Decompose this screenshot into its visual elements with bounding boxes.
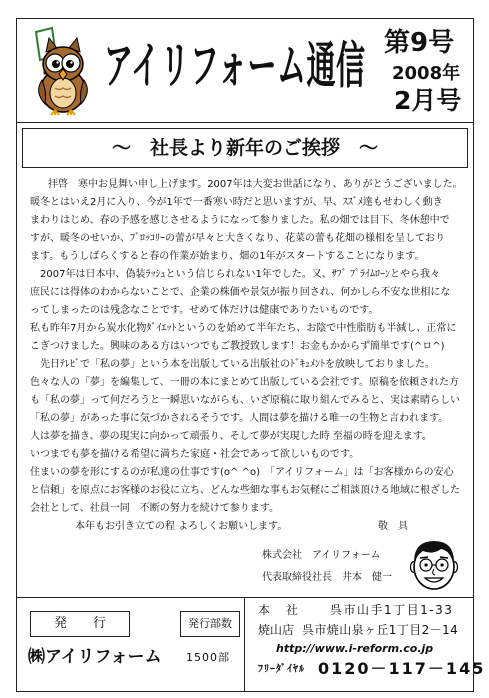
- owl-mascot-icon: [26, 26, 100, 116]
- publisher-name: ㈱アイリフォーム: [28, 647, 162, 667]
- body-line: まわりはじめ、春の予感を感じさせるようになって参りました。私の畑では目下、冬休憩中で: [30, 215, 450, 226]
- owl-mascot-image: [26, 26, 100, 116]
- body-line: いつまでも夢を描ける希望に満ちた家庭・社会であって欲しいものです。: [30, 449, 360, 460]
- publisher-label: 発 行: [53, 616, 106, 631]
- branch-label: 焼山店: [258, 623, 295, 637]
- body-line: 先日ﾃﾚﾋﾞで「私の夢」という本を出版している出版社のﾄﾞｷｭﾒﾝﾄを放映しておりました。: [40, 359, 435, 370]
- body-line: 庶民には得体のわからないことで、企業の株価や景気が振り回され、何かしら不安な世相にな: [30, 287, 451, 298]
- issue-year: 2008年: [392, 63, 461, 84]
- issue-month: 2月号: [394, 86, 462, 115]
- body-line: 拝啓 寒中お見舞い申し上げます。2007年は大変お世話になり、ありがとうございました。: [48, 179, 463, 190]
- header-divider: [16, 122, 474, 123]
- circulation-label: 発行部数: [188, 617, 232, 630]
- signature-name: 代表取締役社長 井本 健一: [262, 572, 392, 583]
- newsletter-title-text: アイリフォーム通信: [104, 36, 366, 95]
- body-line: ってしまったのは残念なことです。せめて体だけは健康でありたいものです。: [30, 305, 379, 316]
- body-line: ます。もうしばらくすると春の作業が始まり、畑の1年がスタートすることになります。: [30, 251, 425, 262]
- body-line: 「私の夢」があった事に気づかされるそうです。人間は夢を描ける唯一の生物と言われます。: [30, 413, 449, 424]
- body-line: 本年もお引き立ての程 よろしくお願いします。: [75, 521, 288, 532]
- portrait-icon: [405, 534, 463, 592]
- article-body: [30, 176, 470, 536]
- free-dial-number: 0120－117－145: [318, 659, 486, 678]
- website-url: http://www.i-reform.co.jp: [276, 642, 434, 655]
- branch-address: 呉市焼山泉ヶ丘1丁目2－14: [302, 623, 459, 637]
- head-office-address: 呉市山手1丁目1-33: [330, 603, 454, 617]
- body-line: と信頼」を原点にお客様のお役に立ち、どんな些細な事もお気軽にご相談頂ける地域に根ざした: [30, 485, 460, 496]
- publisher-label-box: [30, 611, 130, 637]
- footer-divider: [16, 597, 474, 598]
- body-line: 住まいの夢を形にするのが私達の仕事です(o^ ^o) 「アイリフォーム」は「お客様からの安心: [30, 467, 454, 478]
- body-line: 2007年は日本中、偽装ﾗｯｼｭという信じられない1年でした。又、ｻﾌﾞ ﾌﾟﾗｲﾑﾛｰﾝとやら我々: [40, 269, 440, 280]
- body-line: 暖冬とはいえ2月に入り、今が1年で一番寒い時だと思いますが、早、ｽｽﾞﾒ達もせわしく動き: [30, 197, 443, 208]
- closing-salutation: 敬 具: [378, 521, 408, 532]
- issue-number: 第9号: [384, 28, 455, 58]
- circulation-count: 1500部: [186, 651, 230, 664]
- circulation-label-box: [180, 611, 240, 637]
- footer-column-divider: [244, 597, 245, 692]
- body-line: も「私の夢」って何だろうと一瞬思いながらも、いざ原稿に取り組んでみると、実は素晴らしい: [30, 395, 460, 406]
- free-dial-label: ﾌﾘｰﾀﾞｲﾔﾙ: [258, 664, 305, 675]
- article-heading: ～ 社長より新年のご挨拶 ～: [111, 137, 378, 159]
- body-line: すが、暖冬のせいか、ﾌﾞﾛｯｺﾘｰの蕾が早々と大きくなり、花菜の蕾も花畑の様相を呈しており: [30, 233, 445, 244]
- body-line: 会社として、社員一同 不断の努力を続けて参ります。: [30, 503, 279, 514]
- body-line: 人は夢を描き、夢の現実に向かって頑張り、そして夢が実現した時 至福の時を迎えます。: [30, 431, 432, 442]
- signature-company: 株式会社 アイリフォーム: [262, 550, 381, 561]
- body-line: こぎつけました。興味のある方はいつでもご教授致します！お金もかからず簡単です(^ロ^): [30, 341, 445, 352]
- article-heading-box: [22, 128, 468, 168]
- head-office-label: 本 社: [258, 603, 301, 617]
- body-line: 私も昨年7月から炭水化物ﾀﾞｲｴｯﾄというのを始めて半年たち、お陰で中性脂肪も半減し、正常に: [30, 323, 457, 334]
- newsletter-title: [104, 36, 376, 100]
- president-portrait-image: [405, 534, 463, 592]
- body-line: 色々な人の「夢」を編集して、一冊の本にまとめて出版している会社です。原稿を依頼された方: [30, 377, 459, 388]
